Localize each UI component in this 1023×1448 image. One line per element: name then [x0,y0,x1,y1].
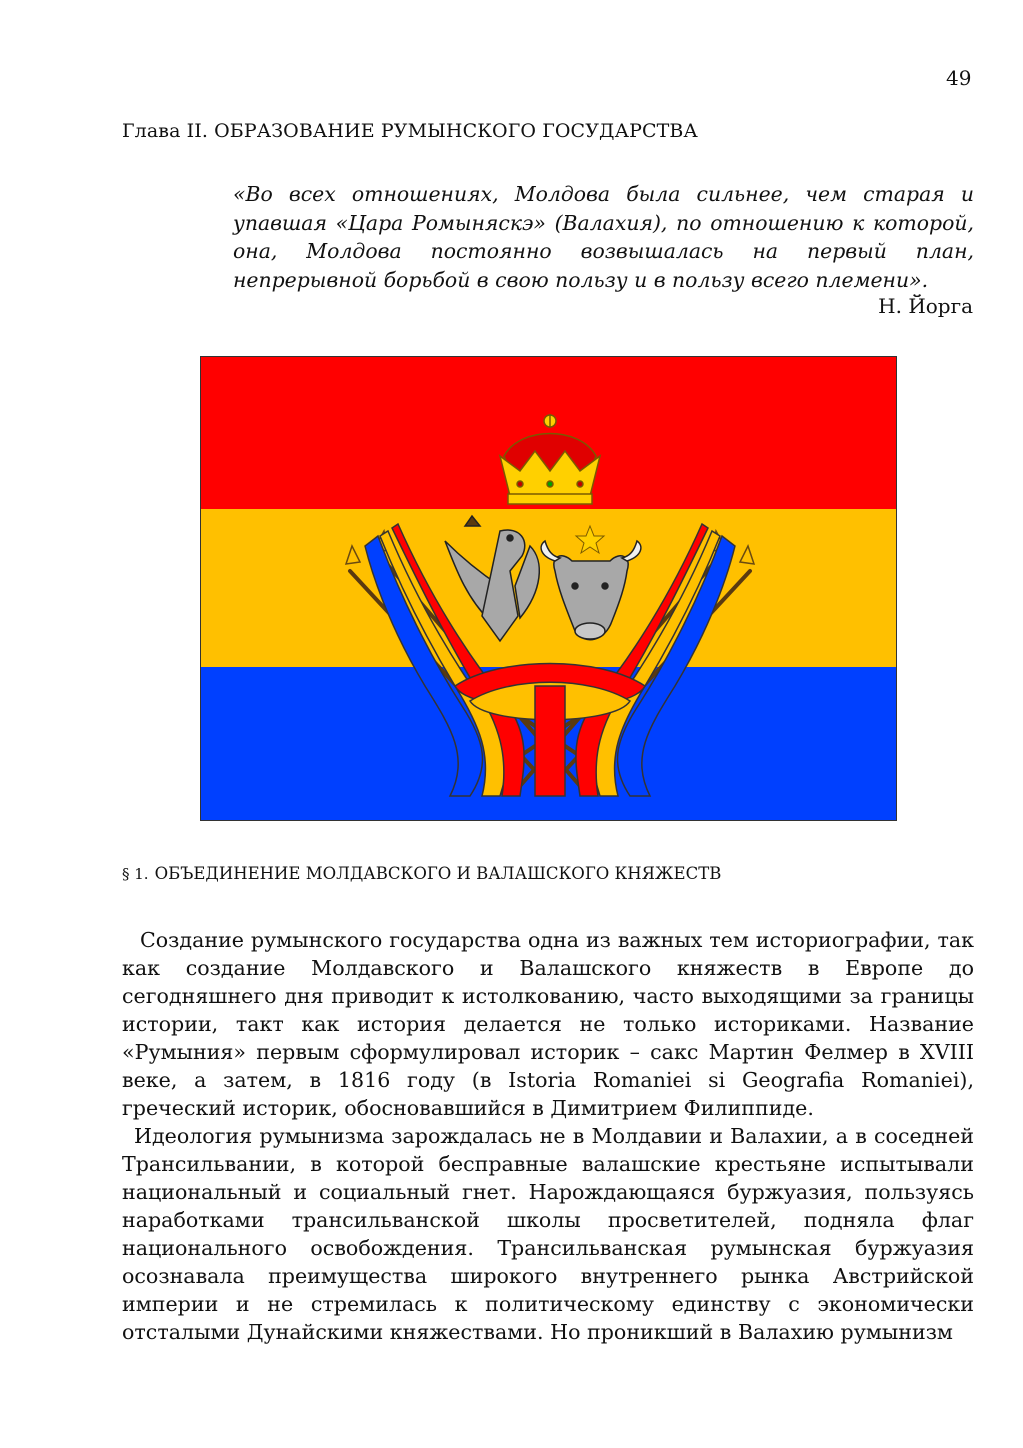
section-sign: § 1. [122,865,149,883]
flag-figure [200,356,897,821]
section-title-text: ОБЪЕДИНЕНИЕ МОЛДАВСКОГО И ВАЛАШСКОГО КНЯЖЕСТВ [154,864,722,883]
paragraph: Создание румынского государства одна из важных тем историографии, так как создание Молдавского и Валашского княжеств в Европе до сегодняшнего дня приводит к истолкованию, часто выходящими за границы истории, такт как история делается не только историками. Название «Румыния» первым сформулировал историк – сакс Мартин Фелмер в XVIII веке, а затем, в 1816 году (в Istoria Romaniei si Geografia Romaniei), греческий историк, обосновавшийся в Димитрием Филиппиде. [122,928,974,1120]
flag-stripe-yellow [200,509,897,667]
epigraph-quote: «Во всех отношениях, Молдова была сильнее, чем старая и упавшая «Цара Ромыняскэ» (Валахия), по отношению к которой, она, Молдова постоянно возвышалась на первый план, непрерывной борьбой в свою пользу и в пользу всего племени». [233,182,974,292]
page-number: 49 [946,66,972,90]
chapter-title: Глава II. ОБРАЗОВАНИЕ РУМЫНСКОГО ГОСУДАРСТВА [122,120,698,142]
paragraph: Идеология румынизма зарождалась не в Молдавии и Валахии, а в соседней Трансильвании, в которой бесправные валашские крестьяне испытывали национальный и социальный гнет. Нарождающаяся буржуазия, пользуясь наработками трансильванской школы просветителей, подняла флаг национального освобождения. Трансильванская румынская буржуазия осознавала преимущества широкого внутреннего рынка Австрийской империи и не стремилась к политическому единству с экономически отсталыми Дунайскими княжествами. Но проникший в Валахию румынизм [122,1124,974,1344]
epigraph-author: Н. Йорга [878,294,973,318]
section-title [122,864,721,883]
